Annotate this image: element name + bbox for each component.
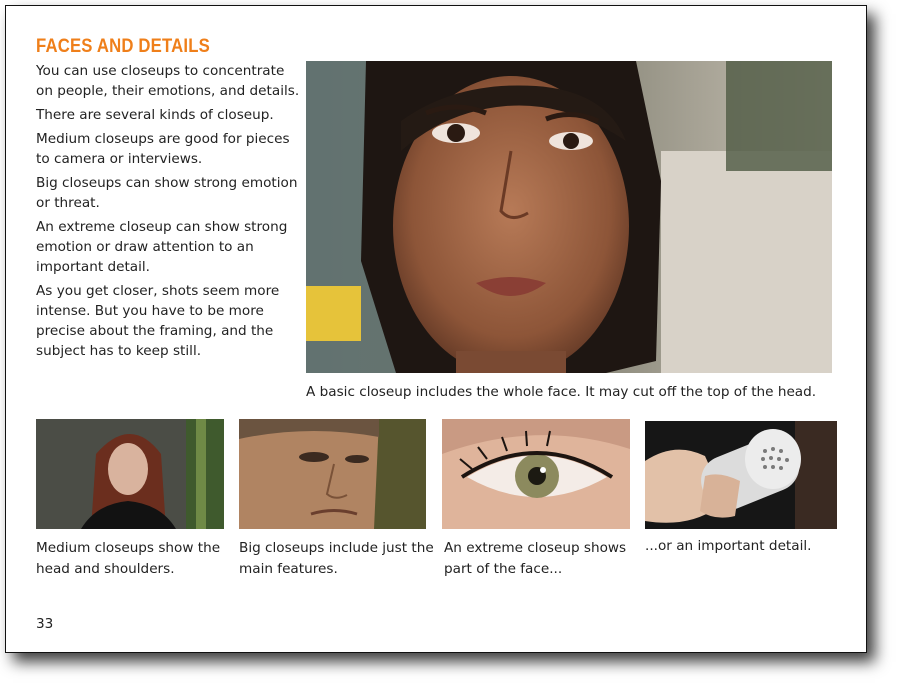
detail-closeup-photo	[645, 421, 837, 529]
thumbnail-caption: Big closeups include just the main features.	[239, 540, 434, 577]
paragraph: You can use closeups to concentrate on people, their emotions, and details.	[36, 63, 300, 99]
thumbnail-caption: ...or an important detail.	[645, 538, 812, 554]
page-number: 33	[36, 616, 54, 632]
paragraph: Medium closeups are good for pieces to camera or interviews.	[36, 131, 290, 167]
medium-closeup-photo	[36, 419, 224, 529]
book-page	[5, 5, 867, 653]
paragraph: An extreme closeup can show strong emotion or draw attention to an important detail.	[36, 219, 288, 275]
paragraph: Big closeups can show strong emotion or threat.	[36, 175, 298, 211]
thumbnail-caption: An extreme closeup shows part of the face...	[444, 540, 627, 577]
section-title: FACES AND DETAILS	[36, 36, 210, 57]
main-closeup-photo	[306, 61, 832, 373]
main-photo-caption: A basic closeup includes the whole face. It may cut off the top of the head.	[306, 384, 817, 400]
paragraph: As you get closer, shots seem more intense. But you have to be more precise about the framing, and the subject has to keep still.	[36, 283, 280, 359]
paragraph: There are several kinds of closeup.	[36, 107, 274, 123]
thumbnail-caption: Medium closeups show the head and shoulders.	[36, 540, 221, 577]
big-closeup-photo	[239, 419, 426, 529]
extreme-closeup-photo	[442, 419, 630, 529]
body-text	[36, 61, 301, 365]
